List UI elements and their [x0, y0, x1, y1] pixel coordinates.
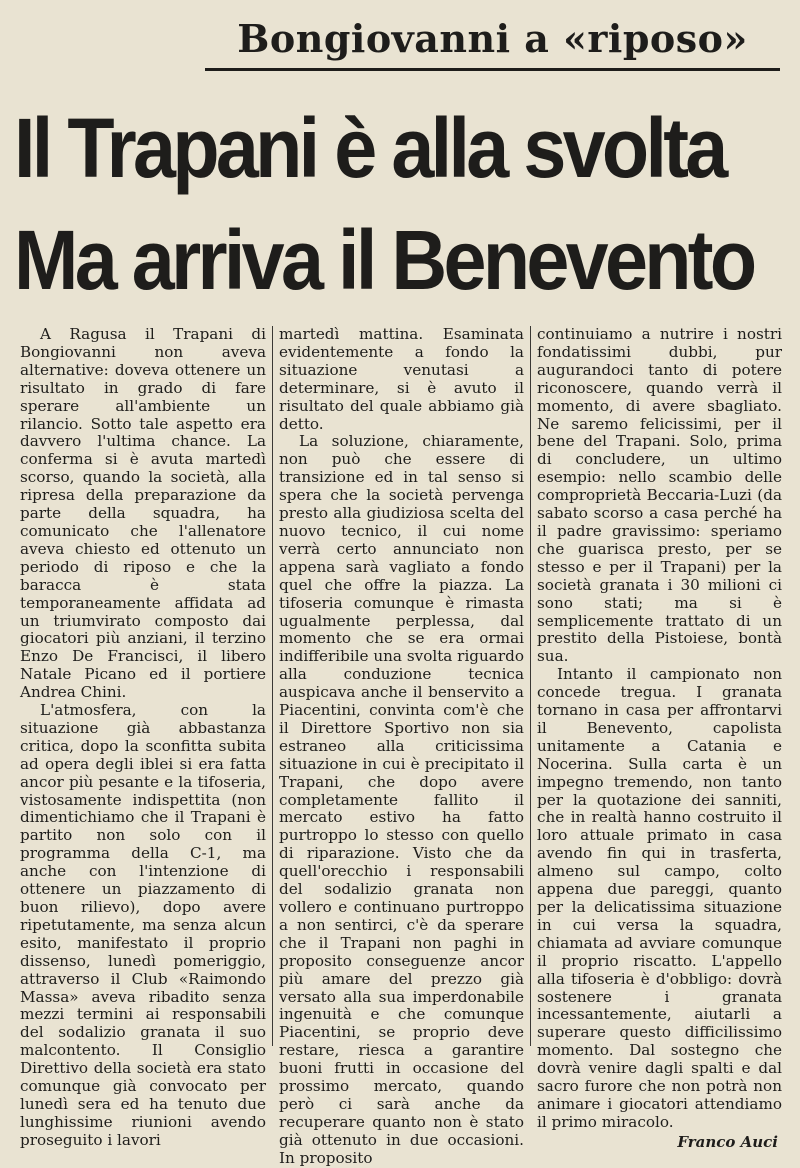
byline: Franco Auci [677, 1132, 778, 1151]
paragraph: continuiamo a nutrire i nostri fondatissimi dubbi, pur augurandoci tanto di potere riconoscere, quando verrà il momento, di avere sbagliato. Ne saremo felicissimi, per il bene del Trapani. Solo, prima di concludere, un ultimo esempio: nello scambio delle comproprietà Beccaria-Luzi (da sabato scorso a casa perché ha il padre gravissimo: speriamo che guarisca presto, per se stesso e per il Trapani) per la società granata i 30 milioni ci sono stati; ma si è semplicemente trattato di un prestito della Pistoiese, bontà sua. [537, 325, 782, 666]
kicker-title: Bongiovanni a «riposo» [205, 14, 780, 71]
article-column-3 [530, 325, 788, 1151]
article-column-2 [272, 325, 530, 1167]
article-body [14, 325, 790, 1167]
article-column-1 [14, 325, 272, 1149]
paragraph: A Ragusa il Trapani di Bongiovanni non aveva alternative: doveva ottenere un risultato in grado di fare sperare all'ambiente un rilancio. Sotto tale aspetto era davvero l'ultima chance. La conferma si è avuta martedì scorso, quando la società, alla ripresa della preparazione da parte della squadra, ha comunicato che l'allenatore aveva chiesto ed ottenuto un periodo di riposo e che la baracca è stata temporaneamente affidata ad un triumvirato composto dai giocatori più anziani, il terzino Enzo De Francisci, il libero Natale Picano ed il portiere Andrea Chini. [20, 325, 266, 702]
headline-line-2: Ma arriva il Benevento [14, 213, 754, 307]
headline-line-1: Il Trapani è alla svolta [14, 101, 725, 195]
paragraph: La soluzione, chiaramente, non può che essere di transizione ed in tal senso si spera che la società pervenga presto alla giudiziosa scelta del nuovo tecnico, il cui nome verrà certo annunciato non appena sarà vagliato a fondo quel che offre la piazza. La tifoseria comunque è rimasta ugualmente perplessa, dal momento che se era ormai indifferibile una svolta riguardo alla conduzione tecnica auspicava anche il benservito a Piacentini, convinta com'è che il Direttore Sportivo non sia estraneo alla criticissima situazione in cui è precipitato il Trapani, che dopo avere completamente fallito il mercato estivo ha fatto purtroppo lo stesso con quello di riparazione. Visto che da quell'orecchio i responsabili del sodalizio granata non vollero e continuano purtroppo a non sentirci, c'è da sperare che il Trapani non paghi in proposito conseguenze ancor più amare del prezzo già versato alla sua imperdonabile ingenuità e che comunque Piacentini, se proprio deve restare, riesca a garantire buoni frutti in occasione del prossimo mercato, quando però ci sarà anche da recuperare quanto non è stato già ottenuto in due occasioni. In proposito [279, 432, 524, 1167]
paragraph: Intanto il campionato non concede tregua. I granata tornano in casa per affrontarvi il Benevento, capolista unitamente a Catania e Nocerina. Sulla carta è un impegno tremendo, non tanto per la quotazione dei sanniti, che in realtà hanno costruito il loro attuale primato in casa avendo fin qui in trasferta, almeno sul campo, colto appena due pareggi, quanto per la delicatissima situazione in cui versa la squadra, chiamata ad avviare comunque il proprio riscatto. L'appello alla tifoseria è d'obbligo: dovrà sostenere i granata incessantemente, aiutarli a superare questo difficilissimo momento. Dal sostegno che dovrà venire dagli spalti e dal sacro furore che non potrà non animare i giocatori attendiamo il primo miracolo. [537, 665, 782, 1131]
paragraph: martedì mattina. Esaminata evidentemente a fondo la situazione venutasi a determinare, si è avuto il risultato del quale abbiamo già detto. [279, 325, 524, 433]
paragraph: L'atmosfera, con la situazione già abbastanza critica, dopo la sconfitta subita ad opera degli iblei si era fatta ancor più pesante e la tifoseria, vistosamente indispettita (non dimentichiamo che il Trapani è partito non solo con il programma della C-1, ma anche con l'intenzione di ottenere un piazzamento di buon rilievo), dopo avere ripetutamente, ma senza alcun esito, manifestato il proprio dissenso, lunedì pomeriggio, attraverso il Club «Raimondo Massa» aveva ribadito senza mezzi termini ai responsabili del sodalizio granata il suo malcontento. Il Consiglio Direttivo della società era stato comunque già convocato per lunedì sera ed ha tenuto due lunghissime riunioni avendo proseguito i lavori [20, 701, 266, 1149]
